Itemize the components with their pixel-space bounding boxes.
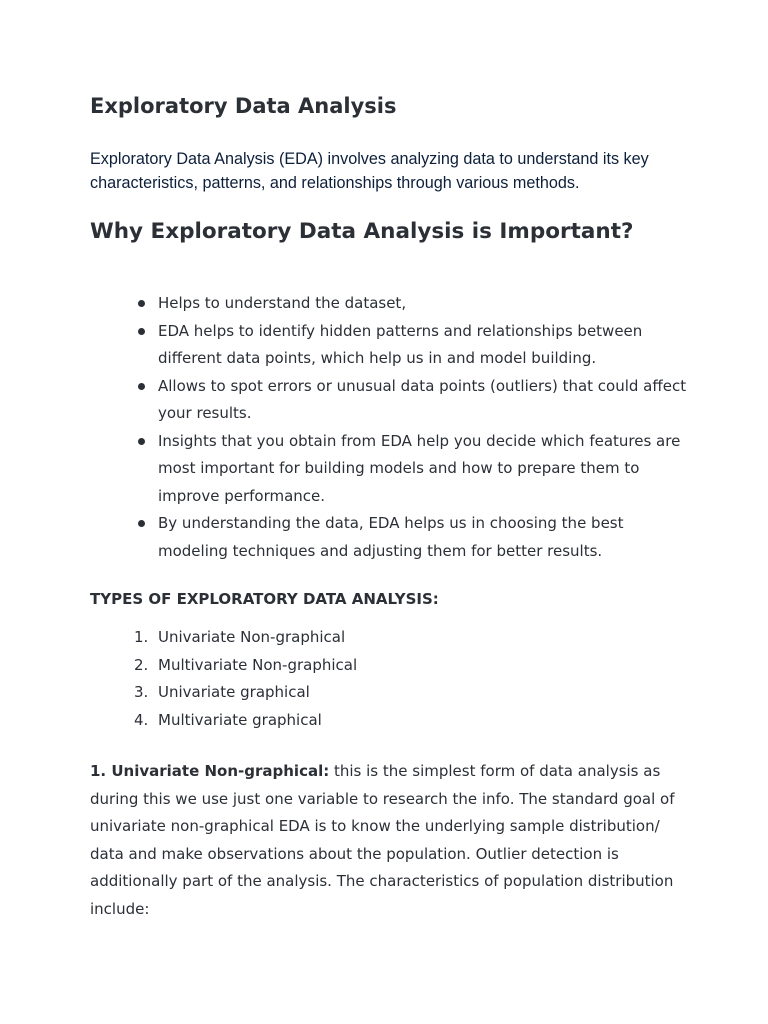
types-list	[90, 624, 690, 734]
list-item-text: Insights that you obtain from EDA help you decide which features are most important for building models and how to prepare them to improve performance.	[158, 431, 681, 505]
importance-heading: Why Exploratory Data Analysis is Important?	[90, 219, 634, 244]
list-item	[90, 624, 690, 652]
list-item	[90, 318, 690, 373]
list-item-text: Univariate Non-graphical	[158, 628, 346, 646]
list-item	[90, 373, 690, 428]
bullet-icon	[138, 300, 145, 307]
list-number: 3.	[134, 683, 149, 701]
list-item-text: Allows to spot errors or unusual data points (outliers) that could affect your results.	[158, 376, 687, 422]
list-item	[90, 707, 690, 735]
list-item-text: Helps to understand the dataset,	[158, 294, 407, 312]
types-heading: TYPES OF EXPLORATORY DATA ANALYSIS:	[90, 590, 439, 608]
list-item	[90, 290, 690, 318]
list-item-text: By understanding the data, EDA helps us in choosing the best modeling techniques and adjusting them for better results.	[158, 514, 624, 560]
section1-body: this is the simplest form of data analysis as during this we use just one variable to research the info. The standard goal of univariate non-graphical EDA is to know the underlying sample distribution/ data and make observations about the population. Outlier detection is additionally part of the analysis. The characteristics of population distribution include:	[90, 762, 675, 918]
list-item-text: Univariate graphical	[158, 683, 310, 701]
importance-list	[90, 290, 690, 565]
list-item-text: EDA helps to identify hidden patterns and relationships between different data points, which help us in and model building.	[158, 321, 643, 367]
bullet-icon	[138, 520, 145, 527]
bullet-icon	[138, 328, 145, 335]
list-item	[90, 510, 690, 565]
list-number: 4.	[134, 710, 149, 729]
bullet-icon	[138, 383, 145, 390]
list-item-text: Multivariate Non-graphical	[158, 655, 358, 674]
intro-paragraph: Exploratory Data Analysis (EDA) involves analyzing data to understand its key characteristics, patterns, and relationships through various methods.	[90, 150, 649, 192]
list-item	[90, 428, 690, 511]
list-number: 1.	[134, 628, 149, 646]
section1-paragraph	[90, 758, 688, 923]
list-item	[90, 652, 690, 680]
section1-lead: 1. Univariate Non-graphical:	[90, 762, 330, 780]
list-item-text: Multivariate graphical	[158, 710, 322, 729]
list-item	[90, 679, 690, 707]
bullet-icon	[138, 438, 145, 445]
list-number: 2.	[134, 655, 149, 674]
page-title: Exploratory Data Analysis	[90, 94, 397, 118]
